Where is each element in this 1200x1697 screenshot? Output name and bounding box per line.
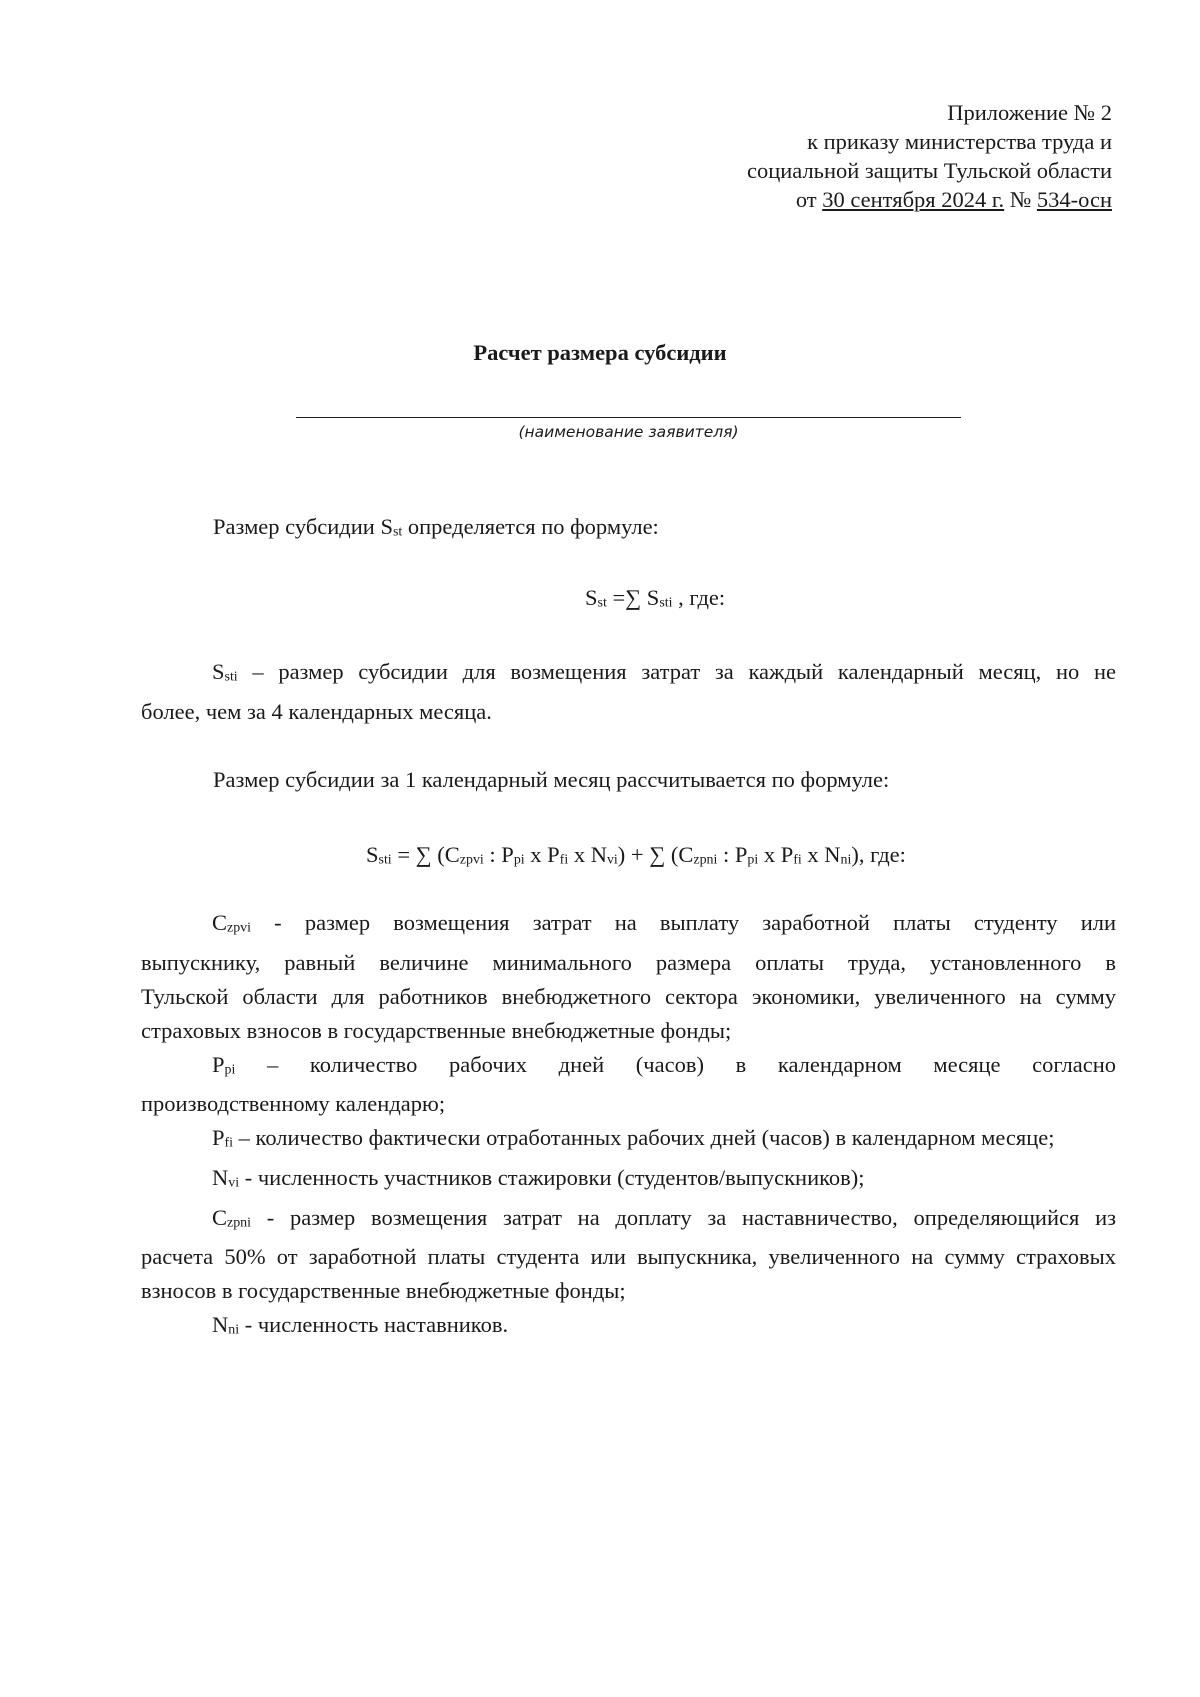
ssti-symbol: S — [212, 659, 225, 684]
def-czpvi-line-4: страховых взносов в государственные внебюджетные фонды; — [141, 1017, 732, 1043]
def-symbol: N — [212, 1312, 229, 1338]
appendix-line-4 — [747, 185, 1112, 214]
def-symbol: P — [212, 1125, 225, 1151]
formula-total-sum-sub: sti — [659, 595, 673, 611]
fm-part: x P — [524, 842, 560, 867]
fm-part: = ∑ (C — [391, 842, 460, 867]
intro-subscript: st — [392, 524, 403, 540]
ssti-definition — [141, 655, 1116, 729]
def-text: - размер возмещения затрат на доплату за наставничество, определяющийся из — [251, 1204, 1116, 1230]
applicant-caption: (наименование заявителя) — [518, 423, 739, 441]
def-text: - размер возмещения затрат на выплату заработной платы студенту или — [251, 910, 1116, 935]
def-czpvi-line-1 — [141, 906, 1116, 946]
intro-paragraph — [213, 510, 659, 550]
formula-total-sum: =∑ S — [606, 585, 660, 610]
order-date: 30 сентября 2024 г. — [822, 187, 1005, 212]
def-czpvi-line-2: выпускнику, равный величине минимального размера оплаты труда, установленного в — [141, 949, 1116, 975]
def-subscript: vi — [228, 1175, 240, 1191]
appendix-header — [747, 98, 1112, 214]
def-subscript: fi — [224, 1136, 234, 1152]
def-czpni-line-3: взносов в государственные внебюджетные фонды; — [141, 1278, 626, 1304]
fm-sub: pi — [513, 852, 525, 868]
fm-sub: sti — [378, 852, 392, 868]
order-number: 534-осн — [1036, 187, 1112, 212]
fm-part: : P — [717, 842, 748, 867]
def-pfi-line-1 — [141, 1121, 1116, 1161]
formula-total-s-sub: st — [597, 595, 607, 611]
fm-sub: zpni — [693, 852, 718, 868]
def-ppi-line-2: производственному календарю; — [141, 1091, 446, 1117]
fm-sub: ni — [840, 852, 852, 868]
def-subscript: zpni — [227, 1215, 252, 1231]
ssti-definition-text: – размер субсидии для возмещения затрат за каждый календарный месяц, но не — [237, 659, 1116, 684]
fm-part: : P — [483, 842, 514, 867]
def-text: – количество фактически отработанных рабочих дней (часов) в календарном месяце; — [233, 1125, 1055, 1151]
appendix-line-2: к приказу министерства труда и — [807, 129, 1112, 154]
page-title: Расчет размера субсидии — [473, 340, 727, 365]
def-symbol: N — [212, 1165, 229, 1191]
fm-part: ), где: — [851, 842, 906, 867]
def-ppi-line-1 — [141, 1048, 1116, 1088]
month-formula-intro: Размер субсидии за 1 календарный месяц рассчитывается по формуле: — [213, 767, 890, 792]
order-number-prefix: № — [1004, 187, 1037, 212]
def-czpni-line-1 — [141, 1201, 1116, 1241]
fm-part: ) + ∑ (C — [617, 842, 694, 867]
applicant-name-line — [296, 417, 961, 418]
def-symbol: C — [212, 1204, 228, 1230]
formula-monthly — [366, 838, 906, 878]
intro-text-start: Размер субсидии S — [213, 514, 393, 539]
intro-text-end: определяется по формуле: — [402, 514, 659, 539]
fm-sub: fi — [559, 852, 569, 868]
ssti-definition-line-1 — [141, 655, 1116, 695]
appendix-line-3: социальной защиты Тульской области — [746, 158, 1112, 183]
def-nni-line-1 — [141, 1308, 1116, 1348]
fm-sub: zpvi — [459, 852, 484, 868]
fm-part: x N — [801, 842, 841, 867]
formula-total — [0, 581, 1200, 621]
formula-total-s: S — [585, 585, 598, 610]
def-symbol: P — [212, 1051, 225, 1077]
def-subscript: ni — [228, 1323, 240, 1339]
def-subscript: zpvi — [227, 920, 252, 936]
def-czpni-line-2: расчета 50% от заработной платы студента или выпускника, увеличенного на сумму страховых — [141, 1244, 1116, 1270]
fm-part: x P — [758, 842, 794, 867]
def-subscript: pi — [224, 1062, 236, 1078]
def-symbol: C — [212, 910, 228, 935]
def-nvi-line-1 — [141, 1161, 1116, 1201]
def-text: – количество рабочих дней (часов) в календарном месяце согласно — [235, 1051, 1116, 1077]
definitions-block — [141, 906, 1116, 1348]
fm-sub: pi — [747, 852, 759, 868]
ssti-definition-line-2: более, чем за 4 календарных месяца. — [141, 698, 492, 724]
formula-total-tail: , где: — [672, 585, 726, 610]
appendix-line-1: Приложение № 2 — [947, 100, 1112, 125]
fm-part: x N — [568, 842, 607, 867]
order-date-prefix: от — [795, 187, 823, 212]
def-czpvi-line-3: Тульской области для работников внебюджетного сектора экономики, увеличенного на сумму — [141, 983, 1116, 1009]
fm-sub: vi — [606, 852, 618, 868]
ssti-subscript: sti — [224, 669, 238, 685]
fm-sub: fi — [793, 852, 802, 868]
fm-part: S — [366, 842, 379, 867]
def-text: - численность участников стажировки (студентов/выпускников); — [239, 1165, 865, 1191]
def-text: - численность наставников. — [239, 1312, 509, 1338]
